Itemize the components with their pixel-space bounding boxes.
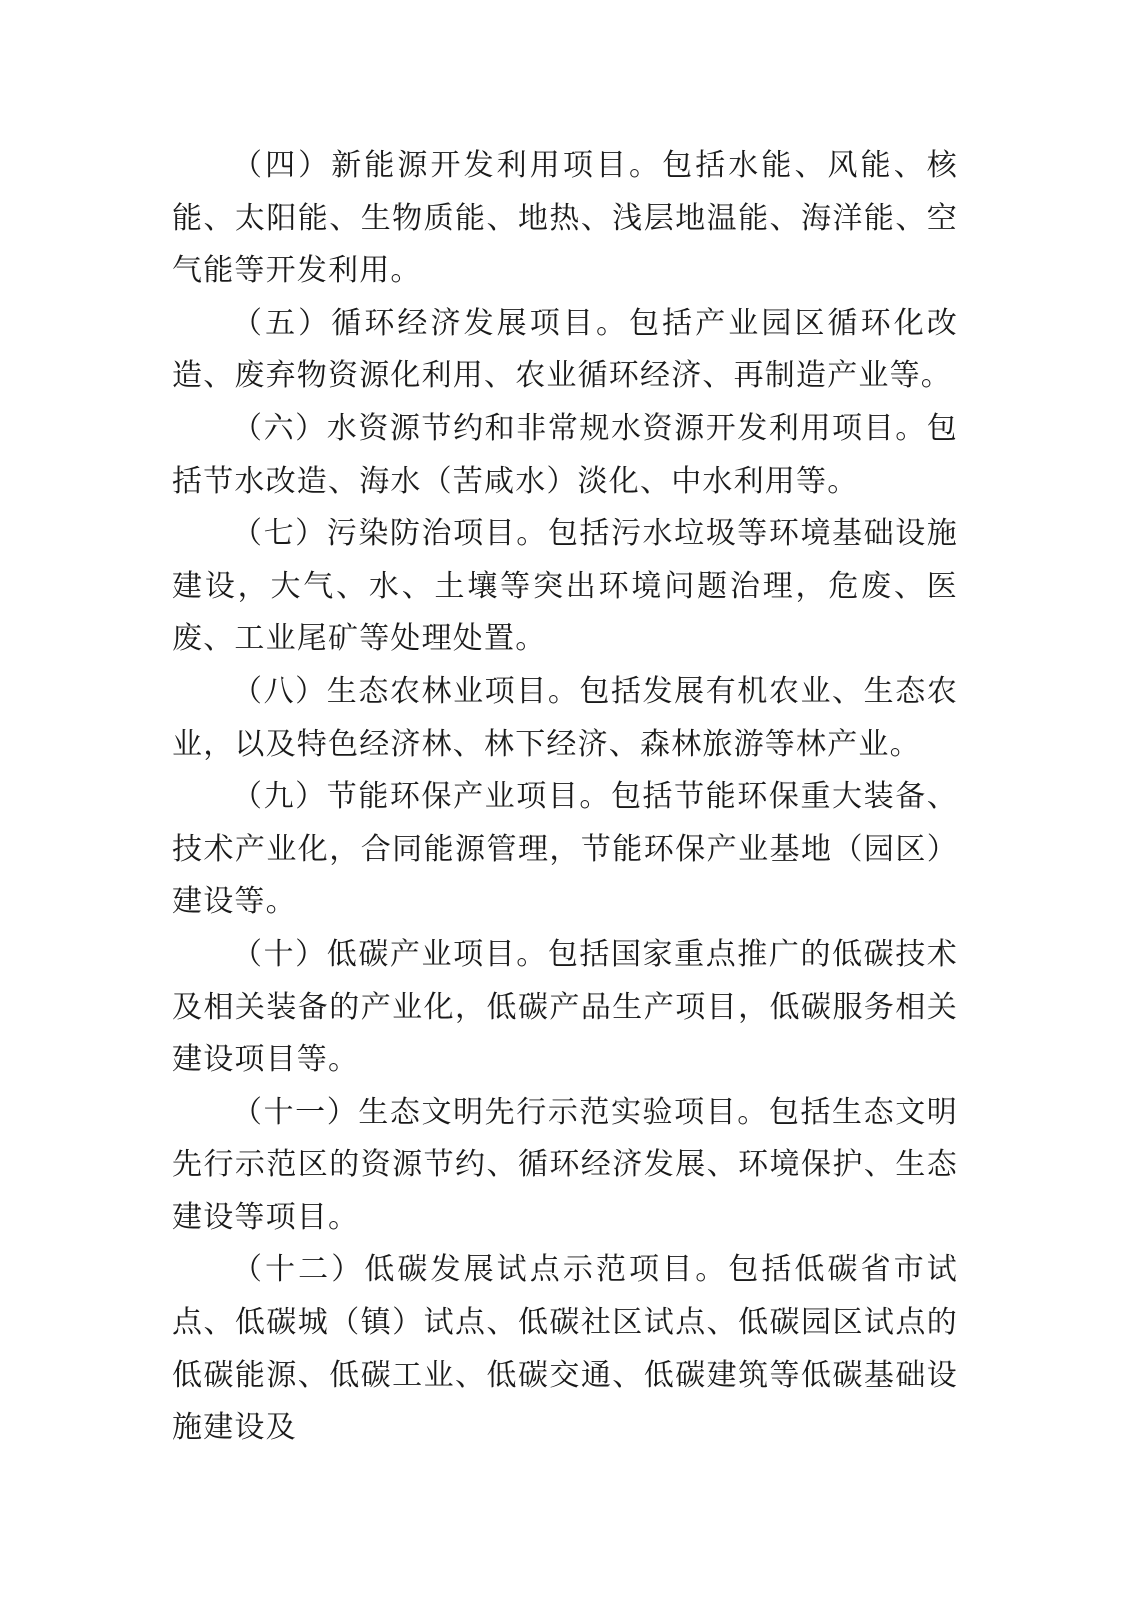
paragraph-pollution-control: （七）污染防治项目。包括污水垃圾等环境基础设施建设，大气、水、土壤等突出环境问题治理，危废、医废、工业尾矿等处理处置。 — [172, 516, 958, 657]
paragraph-energy-saving-industry: （九）节能环保产业项目。包括节能环保重大装备、技术产业化，合同能源管理，节能环保产业基地（园区）建设等。 — [172, 779, 958, 920]
document-body — [172, 140, 958, 1455]
paragraph-low-carbon-industry: （十）低碳产业项目。包括国家重点推广的低碳技术及相关装备的产业化，低碳产品生产项目，低碳服务相关建设项目等。 — [172, 936, 958, 1078]
paragraph-new-energy: （四）新能源开发利用项目。包括水能、风能、核能、太阳能、生物质能、地热、浅层地温能、海洋能、空气能等开发利用。 — [172, 148, 958, 289]
paragraph-water-resources: （六）水资源节约和非常规水资源开发利用项目。包括节水改造、海水（苦咸水）淡化、中水利用等。 — [172, 410, 958, 499]
paragraph-low-carbon-pilot: （十二）低碳发展试点示范项目。包括低碳省市试点、低碳城（镇）试点、低碳社区试点、低碳园区试点的低碳能源、低碳工业、低碳交通、低碳建筑等低碳基础设施建设及 — [172, 1252, 958, 1446]
paragraph-eco-agriculture: （八）生态农林业项目。包括发展有机农业、生态农业，以及特色经济林、林下经济、森林旅游等林产业。 — [172, 673, 958, 762]
paragraph-circular-economy: （五）循环经济发展项目。包括产业园区循环化改造、废弃物资源化利用、农业循环经济、再制造产业等。 — [172, 305, 958, 394]
paragraph-eco-civilization-demo: （十一）生态文明先行示范实验项目。包括生态文明先行示范区的资源节约、循环经济发展、环境保护、生态建设等项目。 — [172, 1094, 958, 1235]
